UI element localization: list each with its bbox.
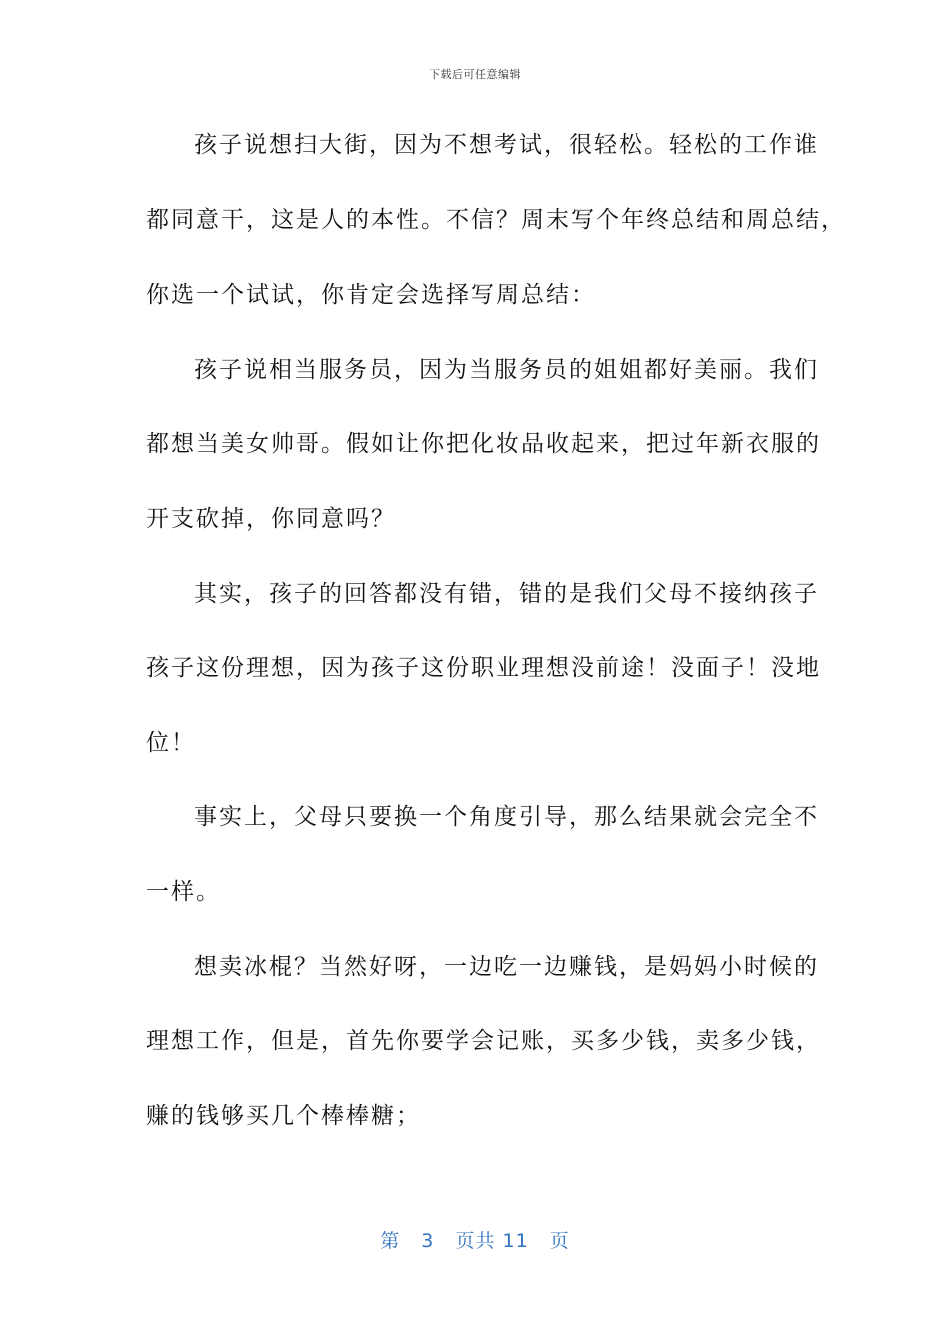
paragraph-line: 都想当美女帅哥。假如让你把化妆品收起来，把过年新衣服的 (146, 431, 821, 457)
header-note: 下载后可任意编辑 (429, 68, 521, 81)
footer-page-number: 3 (421, 1230, 435, 1252)
paragraph-line: 你选一个试试，你肯定会选择写周总结： (146, 282, 596, 308)
paragraph-line: 孩子说想扫大街，因为不想考试，很轻松。轻松的工作谁 (194, 132, 819, 158)
page-footer (0, 1226, 950, 1253)
paragraph-line: 想卖冰棍？当然好呀，一边吃一边赚钱，是妈妈小时候的 (194, 954, 819, 980)
footer-ye-gong: 页共 (455, 1230, 496, 1252)
paragraph-line: 理想工作，但是，首先你要学会记账，买多少钱，卖多少钱， (146, 1028, 821, 1054)
footer-di: 第 (380, 1230, 401, 1252)
paragraph-line: 一样。 (146, 879, 221, 905)
paragraph-line: 位！ (146, 730, 196, 756)
paragraph-line: 孩子说相当服务员，因为当服务员的姐姐都好美丽。我们 (194, 357, 819, 383)
paragraph-line: 都同意干，这是人的本性。不信？周末写个年终总结和周总结， (146, 207, 846, 233)
paragraph-line: 其实，孩子的回答都没有错，错的是我们父母不接纳孩子 (194, 581, 819, 607)
footer-total-pages: 11 (502, 1230, 529, 1252)
paragraph-line: 开支砍掉，你同意吗？ (146, 506, 396, 532)
paragraph-line: 事实上，父母只要换一个角度引导，那么结果就会完全不 (194, 804, 819, 830)
paragraph-line: 赚的钱够买几个棒棒糖； (146, 1103, 421, 1129)
paragraph-line: 孩子这份理想，因为孩子这份职业理想没前途！没面子！没地 (146, 655, 821, 681)
footer-ye: 页 (549, 1230, 570, 1252)
